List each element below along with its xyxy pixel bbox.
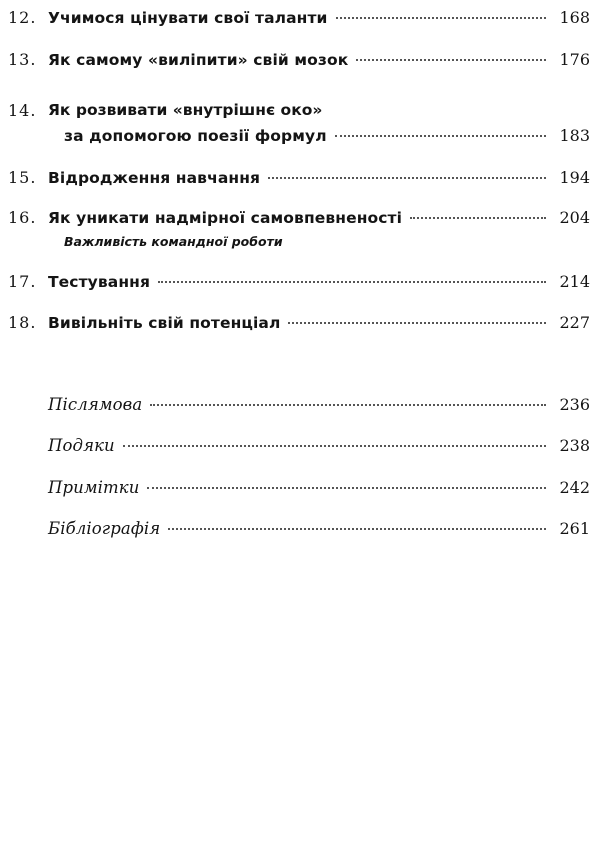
page-number: 238 [559,436,590,455]
chapter-subtitle: Важливість командної роботи [64,234,283,249]
dot-leader [336,17,547,19]
section-title: Бібліографія [48,519,161,538]
section-title: Подяки [48,436,115,455]
chapter-title: Як самому «виліпити» свій мозок [48,51,349,69]
chapter-title: Відродження навчання [48,169,261,187]
section-title: Післямова [48,395,143,414]
page-number: 204 [559,208,590,227]
dot-leader [268,177,546,179]
dot-leader [288,322,546,324]
toc-entry-15[interactable] [0,168,600,198]
dot-leader [147,487,546,489]
page-number: 227 [559,313,590,332]
toc-entry-afterword[interactable] [0,395,600,425]
chapter-number: 16. [8,208,37,227]
chapter-number: 15. [8,168,37,187]
toc-entry-18[interactable] [0,313,600,343]
page-number: 194 [559,168,590,187]
page-number: 168 [559,8,590,27]
dot-leader [158,281,546,283]
dot-leader [410,217,546,219]
chapter-number: 17. [8,272,37,291]
toc-entry-12[interactable] [0,8,600,38]
page-number: 183 [559,126,590,145]
dot-leader [150,404,546,406]
chapter-title-line-2: за допомогою поезії формул [64,127,327,145]
toc-entry-13[interactable] [0,50,600,80]
toc-entry-16[interactable] [0,208,600,258]
toc-entry-14[interactable] [0,101,600,151]
chapter-title: Учимося цінувати свої таланти [48,9,328,27]
toc-entry-notes[interactable] [0,478,600,508]
chapter-title: Вивільніть свій потенціал [48,314,281,332]
chapter-title: Тестування [48,273,150,291]
dot-leader [356,59,546,61]
toc-entry-17[interactable] [0,272,600,302]
page-number: 214 [559,272,590,291]
page-number: 261 [559,519,590,538]
chapter-number: 13. [8,50,37,69]
toc-entry-acknowledgements[interactable] [0,436,600,466]
page-number: 242 [559,478,590,497]
dot-leader [123,445,546,447]
dot-leader [168,528,546,530]
chapter-title-line-1: Як розвивати «внутрішнє око» [48,101,323,119]
chapter-number: 12. [8,8,37,27]
chapter-title: Як уникати надмірної самовпевненості [48,209,403,227]
dot-leader [335,135,546,137]
chapter-number: 18. [8,313,37,332]
page-number: 176 [559,50,590,69]
section-title: Примітки [48,478,140,497]
chapter-number: 14. [8,101,37,120]
page-number: 236 [559,395,590,414]
toc-entry-bibliography[interactable] [0,519,600,549]
